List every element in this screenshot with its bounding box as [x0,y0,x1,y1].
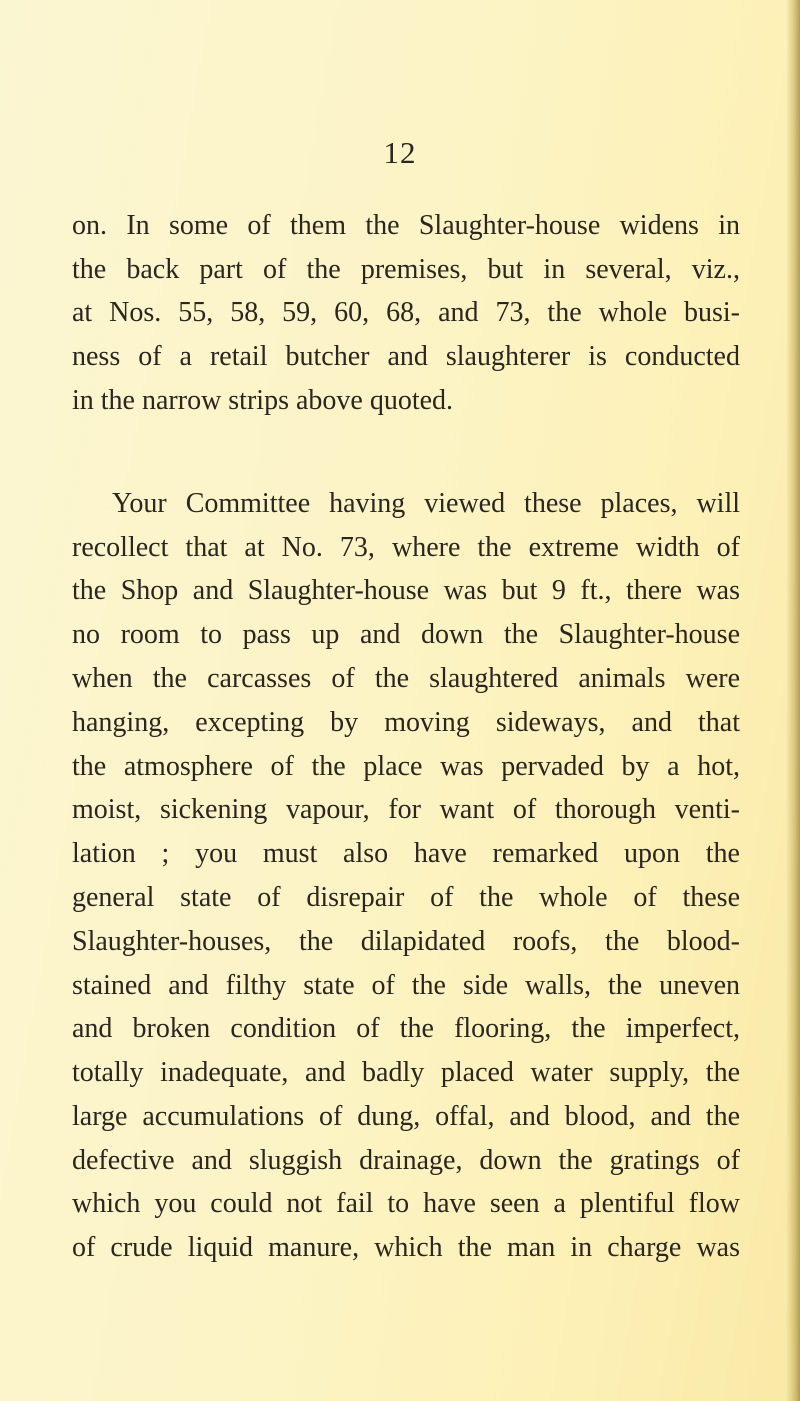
text-line: lation ; you must also have remarked upon the [72,838,740,869]
text-line: of crude liquid manure, which the man in charge was [72,1232,740,1263]
page-number: 12 [383,135,417,170]
text-line: defective and sluggish drainage, down the gratings of [72,1145,740,1176]
text-line: the back part of the premises, but in several, viz., [72,254,740,285]
text-line: which you could not fail to have seen a plentiful flow [72,1188,740,1219]
text-line: Slaughter-houses, the dilapidated roofs, the blood- [72,926,740,957]
text-line: large accumulations of dung, offal, and blood, and the [72,1101,740,1132]
text-line: in the narrow strips above quoted. [72,385,454,416]
text-line: hanging, excepting by moving sideways, and that [72,707,740,738]
text-line: the atmosphere of the place was pervaded by a hot, [72,751,740,782]
text-line: on. In some of them the Slaughter-house widens in [72,210,740,241]
text-line: ness of a retail butcher and slaughterer is conducted [72,341,740,372]
text-line: when the carcasses of the slaughtered animals were [72,663,740,694]
text-line: moist, sickening vapour, for want of thorough venti- [72,794,740,825]
text-line: stained and filthy state of the side walls, the uneven [72,970,740,1001]
page-edge-shadow [786,0,800,1401]
text-line: the Shop and Slaughter-house was but 9 ft., there was [72,575,740,606]
text-line: and broken condition of the flooring, the imperfect, [72,1013,740,1044]
text-line: totally inadequate, and badly placed water supply, the [72,1057,740,1088]
text-line: general state of disrepair of the whole of these [72,882,740,913]
text-line: recollect that at No. 73, where the extreme width of [72,532,740,563]
text-line: at Nos. 55, 58, 59, 60, 68, and 73, the whole busi- [72,297,740,328]
text-line: Your Committee having viewed these places, will [112,488,740,519]
text-line: no room to pass up and down the Slaughter-house [72,619,740,650]
